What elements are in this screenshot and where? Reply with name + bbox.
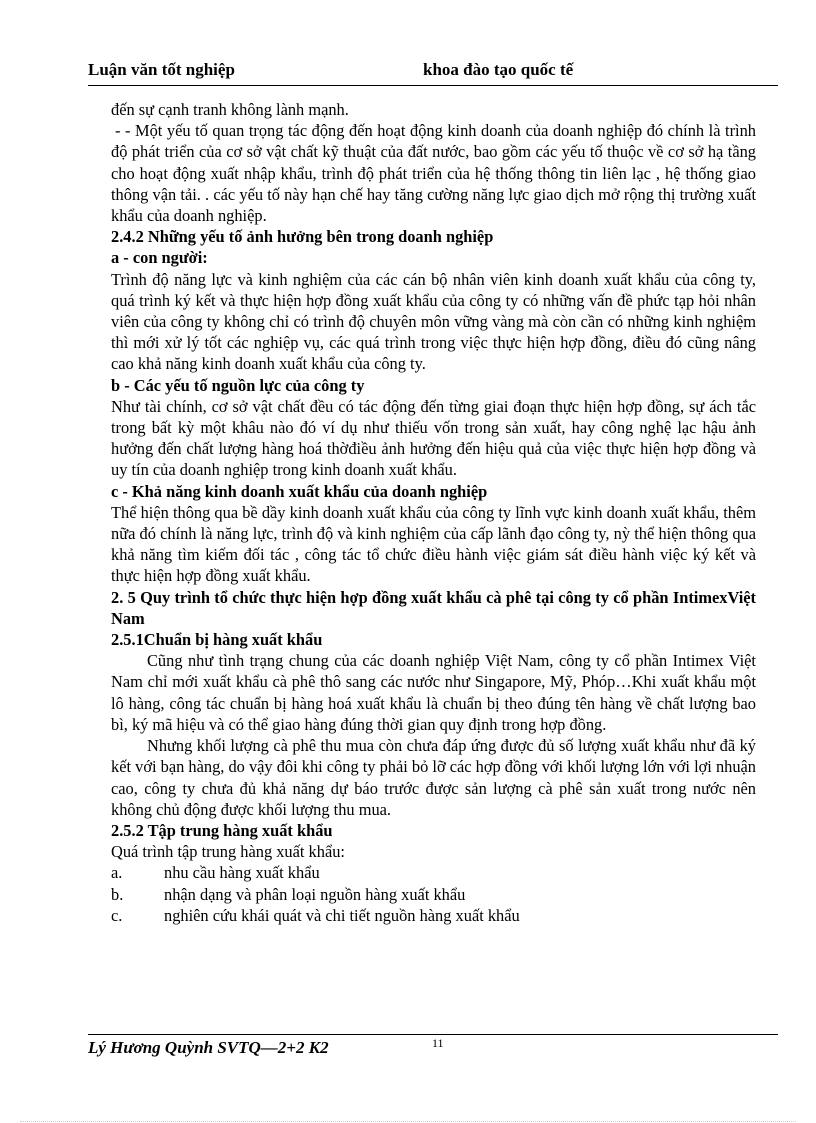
- list-item: [111, 862, 756, 883]
- list-marker: c.: [111, 905, 123, 925]
- paragraph: Như tài chính, cơ sở vật chất đều có tác động đến từng giai đoạn thực hiện hợp đồng, sự ách tắc trong bất kỳ một khâu nào đó ví dụ như thiếu vốn trong sản xuất, hay công nghệ lạc hậu ảnh hưởng đến chất lượng hàng hoá thờđiều ảnh hưởng đến hiệu quả của việc thực hiện hợp đồng và uy tín của doanh nghiệp trong kinh doanh xuất khẩu.: [111, 396, 756, 480]
- paragraph: đến sự cạnh tranh không lành mạnh.: [111, 100, 349, 119]
- list-item: [111, 905, 756, 926]
- header-divider: [88, 85, 778, 86]
- paragraph: Thể hiện thông qua bề dầy kinh doanh xuất khẩu của công ty lĩnh vực kinh doanh xuất khẩu, thêm nữa đó chính là năng lực, trình độ và kinh nghiệm của cấp lãnh đạo công ty, nỳ thể hiện thông qua khả năng tìm kiếm đối tác , công tác tổ chức điều hành việc giám sát điều hành việc ký kết và thực hiện hợp đồng xuất khẩu.: [111, 502, 756, 586]
- section-heading-2-5-2: 2.5.2 Tập trung hàng xuất khẩu: [111, 820, 333, 840]
- paragraph: Quá trình tập trung hàng xuất khẩu:: [111, 842, 345, 862]
- list-item-text: nhận dạng và phân loại nguồn hàng xuất khẩu: [164, 884, 466, 904]
- footer-divider: [88, 1034, 778, 1035]
- section-heading-2-4-2: 2.4.2 Những yếu tố ảnh hưởng bên trong doanh nghiệp: [111, 227, 494, 247]
- list-item: [111, 884, 756, 905]
- subheading-c: c - Khả năng kinh doanh xuất khẩu của doanh nghiệp: [111, 481, 488, 501]
- paragraph: Trình độ năng lực và kinh nghiệm của các cán bộ nhân viên kinh doanh xuất khẩu của công ty, quá trình ký kết và thực hiện hợp đồng xuất khẩu của công ty có những vấn đề phức tạp hỏi nhân viên của công ty không chỉ có trình độ chuyên môn vững vàng mà còn cần có những kinh nghiệm thì mới xử lý tốt các nghiệp vụ, các quá trình trong việc thực hiện hợp đồng, điều đó cũng nâng cao khả năng kinh doanh xuất khẩu của công ty.: [111, 269, 756, 374]
- page-body: [111, 99, 756, 926]
- list-marker: a.: [111, 863, 123, 883]
- paragraph: - - Một yếu tố quan trọng tác động đến hoạt động kinh doanh của doanh nghiệp đó chính là trình độ phát triển của cơ sở vật chất kỹ thuật của đất nước, bao gồm các yếu tố thuộc về cơ sở hạ tầng cho hoạt động xuất nhập khẩu, trình độ phát triển của hệ thống thông tin liên lạc , hệ thống giao thông vận tải. . các yếu tố này hạn chế hay tăng cường năng lực giao dịch mở rộng thị trường xuất khẩu của doanh nghiệp.: [111, 121, 756, 226]
- page-edge-dotted-line: [20, 1121, 796, 1122]
- section-heading-2-5-1: 2.5.1Chuẩn bị hàng xuất khẩu: [111, 630, 323, 650]
- list-item-text: nghiên cứu khái quát và chi tiết nguồn hàng xuất khẩu: [164, 905, 520, 925]
- paragraph: Nhưng khối lượng cà phê thu mua còn chưa đáp ứng được đủ số lượng xuất khẩu như đã ký kết với bạn hàng, do vậy đôi khi công ty phải bỏ lỡ các hợp đồng với khối lượng lớn với lợi nhuận cao, công ty chưa đủ khả năng dự báo trước được sản lượng cà phê sản xuất trong nước nên không chủ động được khối lượng thu mua.: [111, 736, 756, 819]
- page-header: [88, 60, 778, 84]
- page-number: 11: [432, 1036, 444, 1050]
- paragraph: Cũng như tình trạng chung của các doanh nghiệp Việt Nam, công ty cổ phần Intimex Việt Nam chỉ mới xuất khẩu cà phê thô sang các nước như Singapore, Mỹ, Phóp…Khi xuất khẩu một lô hàng, công tác chuẩn bị hàng hoá xuất khẩu là chuẩn bị theo đúng tên hàng về chất lượng bao bì, ký mã hiệu và có thể giao hàng đúng thời gian quy định trong hợp đồng.: [111, 651, 756, 734]
- header-thesis-label: Luận văn tốt nghiệp: [88, 60, 235, 79]
- list-item-text: nhu cầu hàng xuất khẩu: [164, 863, 320, 883]
- list-marker: b.: [111, 884, 124, 904]
- ordered-list: [111, 862, 756, 926]
- section-heading-2-5: 2. 5 Quy trình tổ chức thực hiện hợp đồng xuất khẩu cà phê tại công ty cổ phần IntimexViệt Nam: [111, 587, 756, 628]
- subheading-a: a - con người:: [111, 248, 208, 268]
- subheading-b: b - Các yếu tố nguồn lực của công ty: [111, 375, 365, 395]
- footer-author: Lý Hương Quỳnh SVTQ—2+2 K2: [88, 1038, 329, 1057]
- header-faculty-label: khoa đào tạo quốc tế: [423, 60, 574, 79]
